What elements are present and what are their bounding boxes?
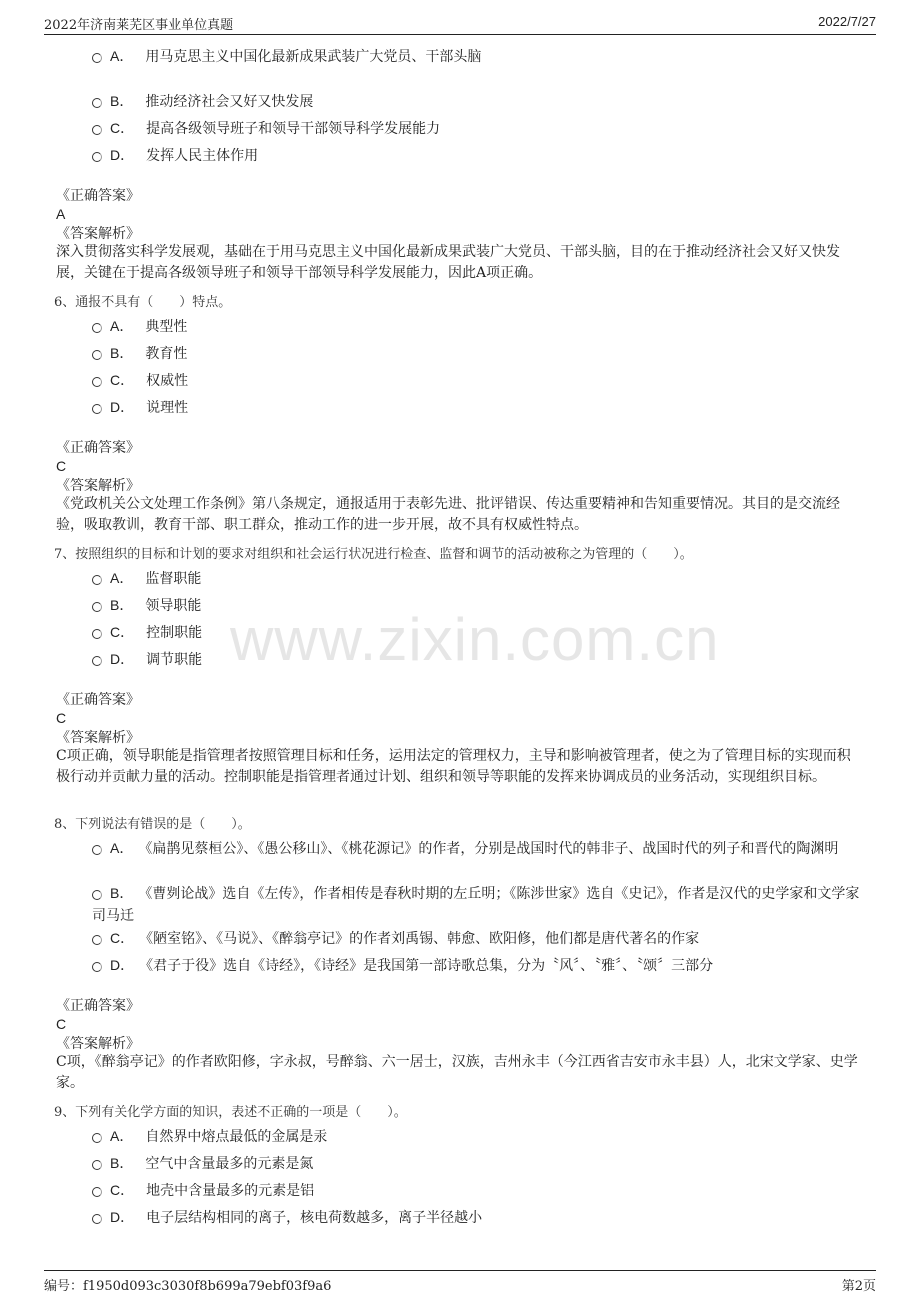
q7-analysis: C项正确，领导职能是指管理者按照管理目标和任务，运用法定的管理权力，主导和影响被管理者，使之为了管理目标的实现而积极行动并贡献力量的活动。控制职能是指管理者通过计划、组织和领导等职能的发挥来协调成员的业务活动，实现组织目标。 xyxy=(56,748,851,785)
q8-answer-label: 《正确答案》 xyxy=(56,998,140,1014)
q6-option-b[interactable]: B． 教育性 xyxy=(92,342,862,365)
q5-analysis: 深入贯彻落实科学发展观，基础在于用马克思主义中国化最新成果武装广大党员、干部头脑，目的在于推动经济社会又好又快发展，关键在于提高各级领导班子和领导干部领导科学发展能力，因此A项正确。 xyxy=(56,244,840,281)
radio-icon[interactable] xyxy=(92,404,102,414)
q8-option-b[interactable]: B． 《曹刿论战》选自《左传》，作者相传是春秋时期的左丘明；《陈涉世家》选自《史记》，作者是汉代的史学家和文学家司马迁 xyxy=(92,885,860,924)
q5-option-d[interactable]: D． 发挥人民主体作用 xyxy=(92,144,862,167)
q6-title: 6、通报不具有（ ）特点。 xyxy=(54,295,232,310)
q8-analysis: C项，《醉翁亭记》的作者欧阳修，字永叔，号醉翁、六一居士，汉族，吉州永丰（今江西省吉安市永丰县）人，北宋文学家、史学家。 xyxy=(56,1054,858,1091)
radio-icon[interactable] xyxy=(92,656,102,666)
q8-analysis-label: 《答案解析》 xyxy=(56,1036,140,1052)
watermark: www.zixin.com.cn xyxy=(230,606,720,673)
radio-icon[interactable] xyxy=(92,350,102,360)
radio-icon[interactable] xyxy=(92,323,102,333)
radio-icon[interactable] xyxy=(92,935,102,945)
radio-icon[interactable] xyxy=(92,629,102,639)
page-number: 第2页 xyxy=(841,1279,876,1294)
document-code: 编号：f1950d093c3030f8b699a79ebf03f9a6 xyxy=(44,1279,332,1294)
q5-option-c[interactable]: C． 提高各级领导班子和领导干部领导科学发展能力 xyxy=(92,117,862,140)
q6-option-c[interactable]: C． 权威性 xyxy=(92,369,862,392)
radio-icon[interactable] xyxy=(92,377,102,387)
q9-option-c[interactable]: C． 地壳中含量最多的元素是铝 xyxy=(92,1179,862,1202)
radio-icon[interactable] xyxy=(92,602,102,612)
q5-answer: A xyxy=(56,206,66,222)
q7-option-d[interactable]: D． 调节职能 xyxy=(92,648,862,671)
header-date: 2022/7/27 xyxy=(818,14,876,29)
radio-icon[interactable] xyxy=(92,1214,102,1224)
q5-answer-label: 《正确答案》 xyxy=(56,188,140,204)
q5-option-b[interactable]: B． 推动经济社会又好又快发展 xyxy=(92,90,862,113)
radio-icon[interactable] xyxy=(92,890,102,900)
q6-option-a[interactable]: A． 典型性 xyxy=(92,315,862,338)
q8-answer: C xyxy=(56,1016,67,1032)
radio-icon[interactable] xyxy=(92,53,102,63)
q7-answer: C xyxy=(56,710,67,726)
radio-icon[interactable] xyxy=(92,962,102,972)
q9-option-a[interactable]: A． 自然界中熔点最低的金属是汞 xyxy=(92,1125,862,1148)
q8-option-c[interactable]: C． 《陋室铭》、《马说》、《醉翁亭记》的作者刘禹锡、韩愈、欧阳修，他们都是唐代著名的作家 xyxy=(92,927,862,950)
q7-answer-label: 《正确答案》 xyxy=(56,692,140,708)
q6-analysis-label: 《答案解析》 xyxy=(56,478,140,494)
q9-title: 9、下列有关化学方面的知识，表述不正确的一项是（ ）。 xyxy=(54,1105,407,1120)
header-title: 2022年济南莱芜区事业单位真题 xyxy=(44,18,234,33)
radio-icon[interactable] xyxy=(92,125,102,135)
q9-option-d[interactable]: D． 电子层结构相同的离子，核电荷数越多，离子半径越小 xyxy=(92,1206,862,1229)
q7-option-c[interactable]: C． 控制职能 xyxy=(92,621,862,644)
q7-analysis-label: 《答案解析》 xyxy=(56,730,140,746)
q5-analysis-label: 《答案解析》 xyxy=(56,226,140,242)
radio-icon[interactable] xyxy=(92,575,102,585)
radio-icon[interactable] xyxy=(92,1160,102,1170)
radio-icon[interactable] xyxy=(92,845,102,855)
q6-answer: C xyxy=(56,458,67,474)
radio-icon[interactable] xyxy=(92,1133,102,1143)
q6-answer-label: 《正确答案》 xyxy=(56,440,140,456)
q8-option-d[interactable]: D． 《君子于役》选自《诗经》，《诗经》是我国第一部诗歌总集，分为〝风〞、〝雅〞、〝颂〞三部分 xyxy=(92,954,862,977)
q7-title: 7、按照组织的目标和计划的要求对组织和社会运行状况进行检查、监督和调节的活动被称之为管理的（ ）。 xyxy=(54,547,693,562)
radio-icon[interactable] xyxy=(92,98,102,108)
page-footer xyxy=(44,1270,876,1295)
q8-option-a[interactable]: A． 《扁鹊见蔡桓公》、《愚公移山》、《桃花源记》的作者，分别是战国时代的韩非子、战国时代的列子和晋代的陶渊明 xyxy=(92,837,862,860)
radio-icon[interactable] xyxy=(92,1187,102,1197)
q6-analysis: 《党政机关公文处理工作条例》第八条规定，通报适用于表彰先进、批评错误、传达重要精神和告知重要情况。其目的是交流经验，吸取教训，教育干部、职工群众，推动工作的进一步开展，故不具有权威性特点。 xyxy=(56,496,840,533)
q9-option-b[interactable]: B． 空气中含量最多的元素是氮 xyxy=(92,1152,862,1175)
radio-icon[interactable] xyxy=(92,152,102,162)
q6-option-d[interactable]: D． 说理性 xyxy=(92,396,862,419)
q7-option-a[interactable]: A． 监督职能 xyxy=(92,567,862,590)
page-header xyxy=(44,12,876,35)
q5-option-a[interactable]: A． 用马克思主义中国化最新成果武装广大党员、干部头脑 xyxy=(92,45,862,68)
q7-option-b[interactable]: B． 领导职能 xyxy=(92,594,862,617)
q8-title: 8、下列说法有错误的是（ ）。 xyxy=(54,817,251,832)
